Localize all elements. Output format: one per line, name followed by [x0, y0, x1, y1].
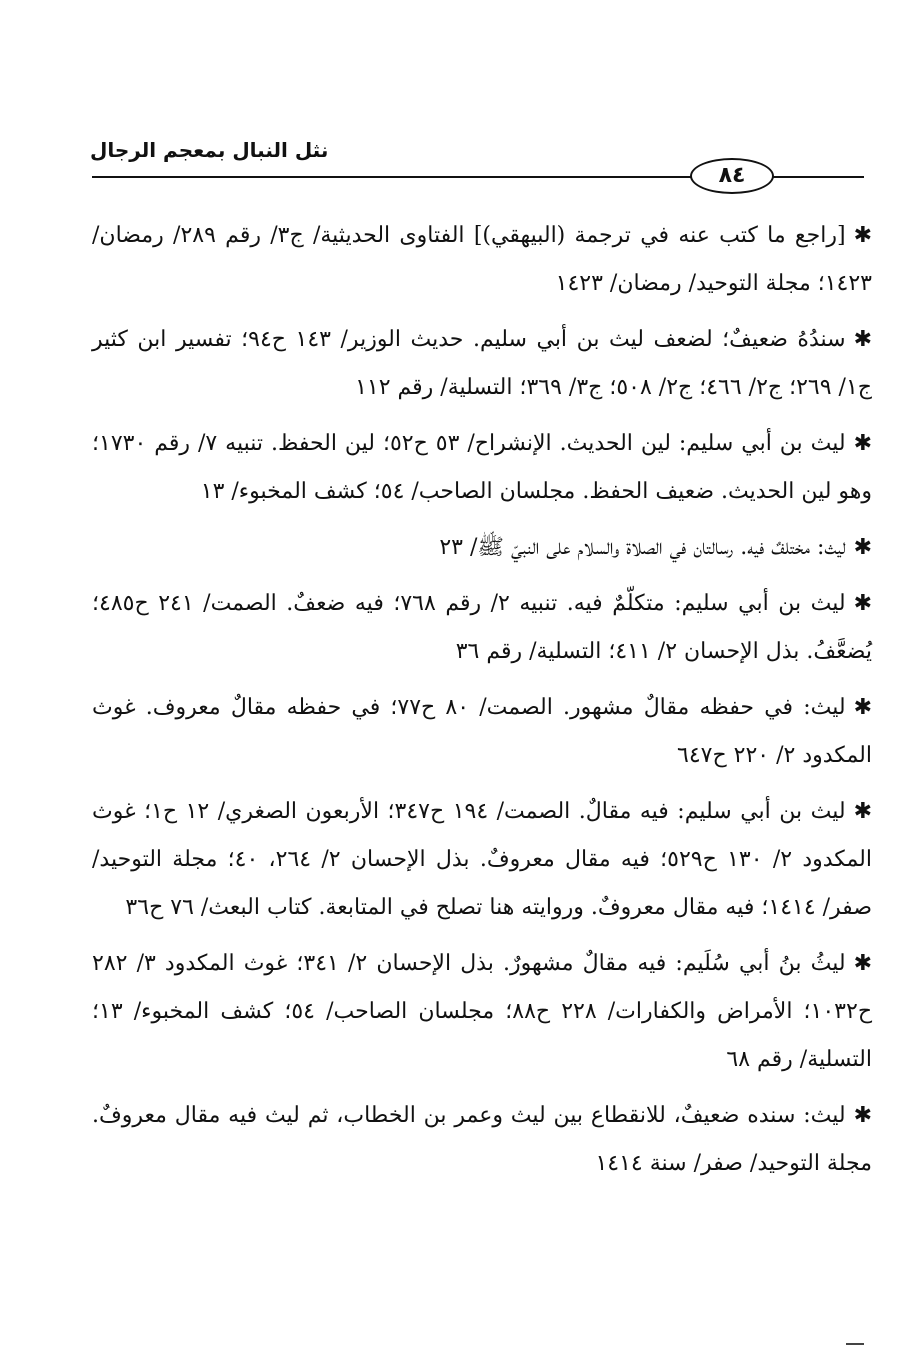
- entry-text: ليث: مختلفٌ فيه. رسالتان في الصلاة والسلام على النبيّ ﷺ/ ٢٣: [439, 535, 846, 560]
- asterisk-bullet-icon: ✱: [853, 431, 872, 456]
- entry-9: [92, 1092, 872, 1188]
- asterisk-bullet-icon: ✱: [853, 591, 872, 616]
- asterisk-bullet-icon: ✱: [853, 1103, 872, 1128]
- entry-1: [92, 212, 872, 308]
- page-number-badge: [690, 158, 774, 194]
- page-number: ٨٤: [718, 163, 746, 188]
- asterisk-bullet-icon: ✱: [853, 951, 872, 976]
- asterisk-bullet-icon: ✱: [853, 535, 872, 560]
- asterisk-bullet-icon: ✱: [853, 327, 873, 352]
- entry-text: ليث بن أبي سليم: متكلّمٌ فيه. تنبيه ٢/ رقم ٧٦٨؛ فيه ضعفٌ. الصمت/ ٢٤١ ح٤٨٥؛ يُضعَّفُ. بذل الإحسان ٢/ ٤١١؛ التسلية/ رقم ٣٦: [92, 591, 872, 664]
- asterisk-bullet-icon: ✱: [853, 223, 872, 248]
- entry-2: [92, 316, 872, 412]
- entry-text: ليث: سنده ضعيفٌ، للانقطاع بين ليث وعمر بن الخطاب، ثم ليث فيه مقال معروفٌ. مجلة التوحيد/ صفر/ سنة ١٤١٤: [92, 1103, 872, 1176]
- entry-5: [92, 580, 872, 676]
- entry-text: ليثُ بنُ أبي سُلَيم: فيه مقالٌ مشهورٌ. بذل الإحسان ٢/ ٣٤١؛ غوث المكدود ٣/ ٢٨٢ ح١٠٣٢؛ الأمراض والكفارات/ ٢٢٨ ح٨٨؛ مجلسان الصاحب/ ٥٤؛ كشف المخبوء/ ١٣؛ التسلية/ رقم ٦٨: [92, 951, 873, 1072]
- page-body: [92, 212, 872, 1196]
- entry-text: ليث بن أبي سليم: فيه مقالٌ. الصمت/ ١٩٤ ح٣٤٧؛ الأربعون الصغري/ ١٢ ح١؛ غوث المكدود ٢/ ١٣٠ ح٥٢٩؛ فيه مقال معروفٌ. بذل الإحسان ٢/ ٢٦٤، ٤٠؛ مجلة التوحيد/ صفر/ ١٤١٤؛ فيه مقال معروفٌ. وروايته هنا تصلح في المتابعة. كتاب البعث/ ٧٦ ح٣٦: [92, 799, 872, 920]
- entry-text: ليث بن أبي سليم: لين الحديث. الإنشراح/ ٥٣ ح٥٢؛ لين الحفظ. تنبيه ٧/ رقم ١٧٣٠؛ وهو لين الحديث. ضعيف الحفظ. مجلسان الصاحب/ ٥٤؛ كشف المخبوء/ ١٣: [92, 431, 872, 504]
- entry-4: [92, 524, 872, 572]
- entry-text: ليث: في حفظه مقالٌ مشهور. الصمت/ ٨٠ ح٧٧؛ في حفظه مقالٌ معروف. غوث المكدود ٢/ ٢٢٠ ح٦٤٧: [92, 695, 872, 768]
- entry-text: [راجع ما كتب عنه في ترجمة (البيهقي)] الفتاوى الحديثية/ ج٣/ رقم ٢٨٩/ رمضان/ ١٤٢٣؛ مجلة التوحيد/ رمضان/ ١٤٢٣: [92, 223, 872, 296]
- entry-8: [92, 940, 872, 1084]
- running-title: نثل النبال بمعجم الرجال: [90, 138, 329, 162]
- entry-7: [92, 788, 872, 932]
- asterisk-bullet-icon: ✱: [853, 695, 873, 720]
- entry-text: سندُهُ ضعيفٌ؛ لضعف ليث بن أبي سليم. حديث الوزير/ ١٤٣ ح٩٤؛ تفسير ابن كثير ج١/ ٢٦٩؛ ج٢/ ٤٦٦؛ ج٢/ ٥٠٨؛ ج٣/ ٣٦٩؛ التسلية/ رقم ١١٢: [92, 327, 872, 400]
- entry-3: [92, 420, 872, 516]
- entry-6: [92, 684, 872, 780]
- bottom-dash-mark: [846, 1343, 864, 1345]
- asterisk-bullet-icon: ✱: [853, 799, 873, 824]
